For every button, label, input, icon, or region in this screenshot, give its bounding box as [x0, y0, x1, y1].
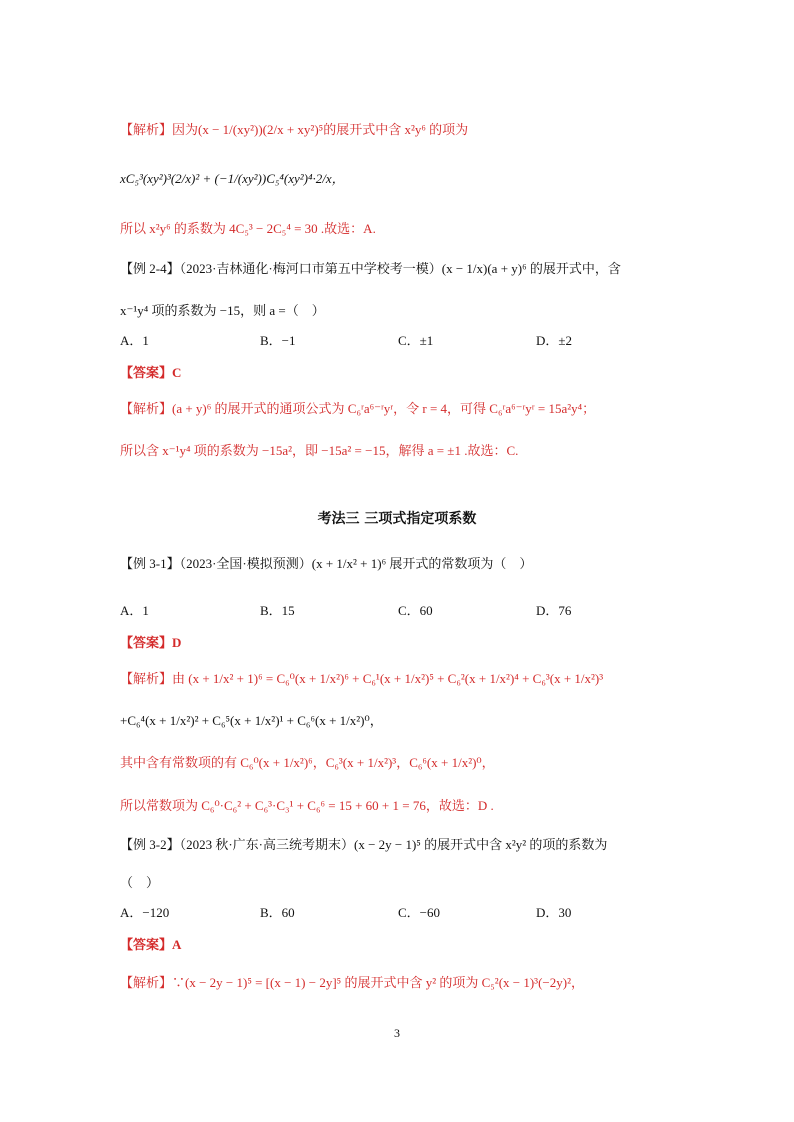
example-2-4-answer: 【答案】C: [120, 365, 182, 380]
example-2-4-question: 【例 2-4】（2023·吉林通化·梅河口市第五中学校考一模）(x − 1/x)(a + y)⁶ 的展开式中，含: [120, 261, 621, 276]
example-3-1-option-c: C．60: [398, 603, 433, 618]
example-2-4-option-b: B．−1: [260, 333, 296, 348]
example-3-2-option-a: A．−120: [120, 905, 170, 920]
example-3-2-option-c: C．−60: [398, 905, 441, 920]
example-3-1-option-a: A．1: [120, 603, 149, 618]
solution-1-intro: 【解析】因为(x − 1/(xy²))(2/x + xy²)⁵的展开式中含 x²y⁶ 的项为: [120, 122, 469, 137]
example-3-2-option-b: B．60: [260, 905, 295, 920]
example-2-4-condition: x⁻¹y⁴ 项的系数为 −15，则 a =（ ）: [120, 303, 325, 318]
example-3-2-question: 【例 3-2】（2023 秋·广东·高三统考期末）(x − 2y − 1)⁵ 的展开式中含 x²y² 的项的系数为: [120, 837, 608, 852]
example-3-2-answer: 【答案】A: [120, 937, 182, 952]
example-3-1-solution-1: 【解析】由 (x + 1/x² + 1)⁶ = C₆⁰(x + 1/x²)⁶ + C₆¹(x + 1/x²)⁵ + C₆²(x + 1/x²)⁴ + C₆³(x + 1/x²)³: [120, 671, 604, 686]
example-2-4-option-a: A．1: [120, 333, 149, 348]
example-3-2-solution-1: 【解析】∵(x − 2y − 1)⁵ = [(x − 1) − 2y]⁵ 的展开式中含 y² 的项为 C₅²(x − 1)³(−2y)²，: [120, 975, 584, 990]
example-3-1-option-d: D．76: [536, 603, 572, 618]
solution-1-conclusion: 所以 x²y⁶ 的系数为 4C₅³ − 2C₅⁴ = 30 .故选：A.: [120, 221, 376, 236]
example-2-4-option-d: D．±2: [536, 333, 573, 348]
example-3-2-paren: （ ）: [120, 875, 160, 890]
example-3-1-solution-2: +C₆⁴(x + 1/x²)² + C₆⁵(x + 1/x²)¹ + C₆⁶(x + 1/x²)⁰，: [120, 713, 383, 728]
example-2-4-solution-2: 所以含 x⁻¹y⁴ 项的系数为 −15a²，即 −15a² = −15，解得 a = ±1 .故选：C.: [120, 443, 519, 458]
page-number: 3: [394, 1026, 400, 1040]
example-3-1-solution-4: 所以常数项为 C₆⁰·C₆² + C₆³·C₃¹ + C₆⁶ = 15 + 60 + 1 = 76，故选：D .: [120, 798, 494, 813]
example-2-4-option-c: C．±1: [398, 333, 434, 348]
solution-1-expression: xC₅³(xy²)³(2/x)² + (−1/(xy²))C₅⁴(xy²)⁴·2/x，: [120, 171, 345, 186]
example-3-1-answer: 【答案】D: [120, 635, 182, 650]
section-heading: 考法三 三项式指定项系数: [317, 511, 477, 527]
example-2-4-solution-1: 【解析】(a + y)⁶ 的展开式的通项公式为 C₆ʳa⁶⁻ʳyʳ，令 r = 4，可得 C₆ʳa⁶⁻ʳyʳ = 15a²y⁴；: [120, 401, 596, 416]
example-3-1-question: 【例 3-1】（2023·全国·模拟预测）(x + 1/x² + 1)⁶ 展开式的常数项为（ ）: [120, 556, 533, 571]
example-3-1-option-b: B．15: [260, 603, 295, 618]
example-3-1-solution-3: 其中含有常数项的有 C₆⁰(x + 1/x²)⁶，C₆³(x + 1/x²)³，C₆⁶(x + 1/x²)⁰，: [120, 755, 495, 770]
example-3-2-option-d: D．30: [536, 905, 572, 920]
